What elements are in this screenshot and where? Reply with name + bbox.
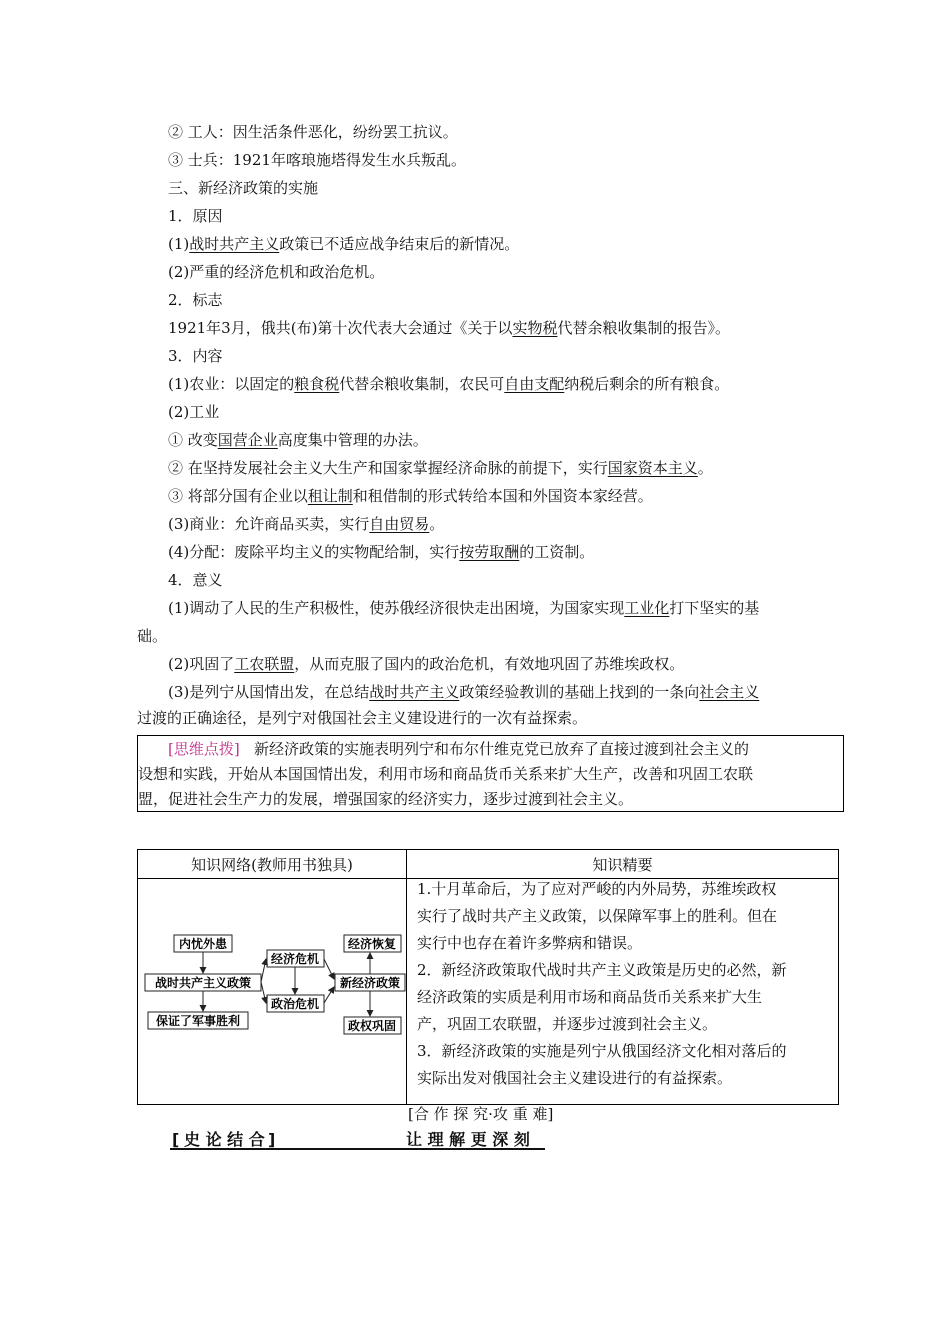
sub-heading [168,290,223,310]
key-term: 工农联盟 [234,655,295,673]
text-line [168,374,729,394]
text: 设想和实践，开始从本国国情出发，利用市场和商品货币关系来扩大生产，改善和巩固工农联 [138,765,754,783]
text: 政策经验教训的基础上找到的一条向 [459,683,700,701]
hint-line [138,789,633,809]
key-term: 社会主义 [699,683,760,701]
summary-line: 产，巩固工农联盟，并逐步过渡到社会主义。 [417,1015,718,1033]
text-line [137,708,587,728]
band-svg [170,1128,545,1152]
summary-line: 实际出发对俄国社会主义建设进行的有益探索。 [417,1069,733,1087]
text: 。 [697,459,713,477]
node-political-crisis [267,995,324,1012]
text: ③ 士兵：1921年喀琅施塔得发生水兵叛乱。 [168,151,466,169]
text: 3．内容 [168,347,223,365]
svg-text:政治危机: 政治危机 [270,997,320,1011]
band-right-text: 让 理 解 更 深 刻 [406,1130,530,1149]
summary-line: 经济政策的实质是利用市场和商品货币关系来扩大生 [417,988,763,1006]
summary-list [407,879,837,1104]
key-term: 战时共产主义 [369,683,460,701]
text-line [168,262,384,282]
key-term: 国家资本主义 [607,459,698,477]
key-term: 国营企业 [217,431,278,449]
sub-heading [168,570,223,590]
text: (2)巩固了 [168,655,235,673]
svg-text:内忧外患: 内忧外患 [178,937,228,951]
text: (4)分配：废除平均主义的实物配给制，实行 [168,543,460,561]
svg-text:]: ] [268,1130,276,1149]
text: 盟，促进社会生产力的发展，增强国家的经济实力，逐步过渡到社会主义。 [138,790,634,808]
text: 过渡的正确途径，是列宁对俄国社会主义建设进行的一次有益探索。 [137,709,588,727]
node-war-communism [145,974,261,991]
band-left-text: 史 论 结 合 [184,1130,265,1149]
text: 础。 [137,627,168,645]
text: 代替余粮收集制，农民可 [339,375,505,393]
hint-tag: [思维点拨] [168,740,240,758]
thinking-hint-box [137,735,844,812]
text-line [168,542,594,562]
hint-line [168,739,749,759]
key-term: 工业化 [624,599,670,617]
text-line [168,486,653,506]
node-internal-external-troubles [174,935,232,952]
knowledge-network-cell [138,879,407,1105]
text: 1．原因 [168,207,223,225]
text: ① 改变 [168,431,218,449]
node-regime-consolidated [344,1017,401,1034]
key-term: 战时共产主义 [189,235,280,253]
key-term: 自由支配 [504,375,565,393]
node-new-economic-policy [335,974,405,991]
text-line [168,514,444,534]
text: 新经济政策的实施表明列宁和布尔什维克党已放弃了直接过渡到社会主义的 [254,740,750,758]
section-title [408,1104,553,1124]
summary-line: 2．新经济政策取代战时共产主义政策是历史的必然，新 [417,961,787,979]
text: 打下坚实的基 [669,599,760,617]
section-heading [168,178,318,198]
svg-text:[: [ [172,1130,180,1149]
text: (1)农业：以固定的 [168,375,295,393]
text: ② 在坚持发展社会主义大生产和国家掌握经济命脉的前提下，实行 [168,459,608,477]
text: [合 作 探 究·攻 重 难] [408,1105,554,1123]
text: (2)严重的经济危机和政治危机。 [168,263,385,281]
text: 代替余粮收集制的报告》。 [557,319,730,337]
svg-text:战时共产主义政策: 战时共产主义政策 [154,976,252,990]
text-line [168,234,519,254]
text-line [168,402,219,422]
text-line [168,682,759,702]
sub-heading [168,346,223,366]
knowledge-network-diagram [138,879,406,1104]
hint-line [138,764,753,784]
text: 和租借制的形式转给本国和外国资本家经营。 [352,487,653,505]
text: 4．意义 [168,571,223,589]
key-term: 租让制 [307,487,353,505]
text: 。 [429,515,445,533]
text-line [168,430,428,450]
text-line [137,626,167,646]
text: (2)工业 [168,403,220,421]
node-economic-crisis [267,950,324,967]
knowledge-summary-cell [407,879,839,1105]
text-line [168,122,458,142]
text: (3)是列宁从国情出发，在总结 [168,683,370,701]
node-economic-recovery [344,935,401,952]
text: ，从而克服了国内的政治危机，有效地巩固了苏维埃政权。 [294,655,685,673]
key-term: 自由贸易 [369,515,430,533]
svg-text:经济恢复: 经济恢复 [347,937,397,951]
text-line [168,150,466,170]
text-line [168,598,759,618]
table-header-summary: 知识精要 [407,850,839,879]
summary-line: 1.十月革命后，为了应对严峻的内外局势，苏维埃政权 [417,880,777,898]
knowledge-table [137,849,839,1105]
node-military-victory [148,1012,248,1029]
summary-line: 3．新经济政策的实施是列宁从俄国经济文化相对落后的 [417,1042,787,1060]
text: ③ 将部分国有企业以 [168,487,308,505]
svg-text:经济危机: 经济危机 [270,952,320,966]
key-term: 实物税 [512,319,558,337]
summary-line: 实行中也存在着许多弊病和错误。 [417,934,643,952]
svg-text:新经济政策: 新经济政策 [339,976,401,990]
summary-line: 实行了战时共产主义政策，以保障军事上的胜利。但在 [417,907,778,925]
text: 三、新经济政策的实施 [168,179,319,197]
text: 1921年3月，俄共(布)第十次代表大会通过《关于以 [168,319,513,337]
text-line [168,318,730,338]
text: 政策已不适应战争结束后的新情况。 [279,235,520,253]
text: ② 工人：因生活条件恶化，纷纷罢工抗议。 [168,123,458,141]
table-header-network: 知识网络(教师用书独具) [138,850,407,879]
key-term: 粮食税 [294,375,340,393]
key-term: 按劳取酬 [459,543,520,561]
svg-text:保证了军事胜利: 保证了军事胜利 [155,1014,241,1028]
text: (1) [168,235,190,253]
svg-text:政权巩固: 政权巩固 [347,1019,397,1033]
text: 的工资制。 [519,543,595,561]
sub-heading [168,206,223,226]
text: (1)调动了人民的生产积极性，使苏俄经济很快走出困境，为国家实现 [168,599,625,617]
text: (3)商业：允许商品买卖，实行 [168,515,370,533]
text: 高度集中管理的办法。 [277,431,428,449]
text-line [168,654,684,674]
text: 2．标志 [168,291,223,309]
section-band [170,1128,545,1152]
text-line [168,458,713,478]
network-svg [138,879,406,1104]
text: 纳税后剩余的所有粮食。 [564,375,730,393]
